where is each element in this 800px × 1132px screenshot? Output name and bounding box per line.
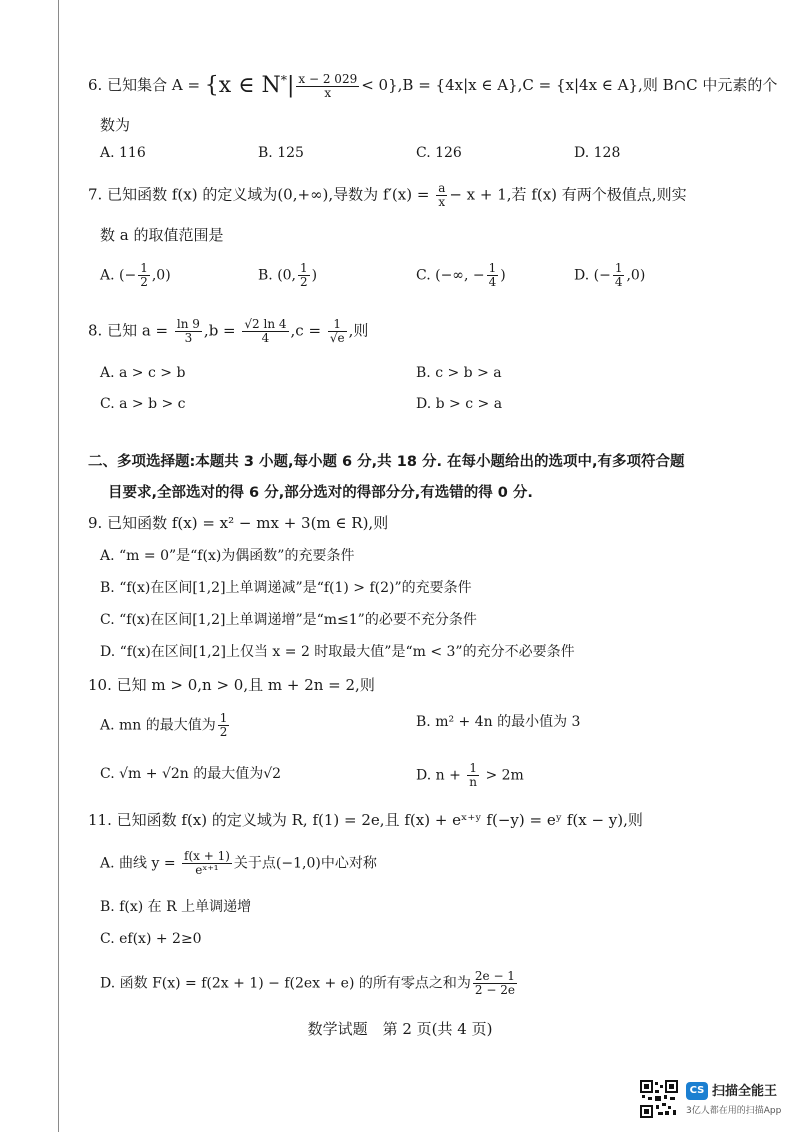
q9-option-c: C. “f(x)在区间[1,2]上单调递增”是“m≤1”的必要不充分条件 — [100, 612, 477, 628]
q6-fraction — [296, 73, 359, 100]
q8-option-c: C. a > b > c — [100, 396, 186, 412]
q11-stem: 11. 已知函数 f(x) 的定义域为 R, f(1) = 2e,且 f(x) + eˣ⁺ʸ f(−y) = eʸ f(x − y),则 — [88, 811, 643, 829]
camscanner-tagline: 3亿人都在用的扫描App — [686, 1106, 782, 1116]
q9-option-a: A. “m = 0”是“f(x)为偶函数”的充要条件 — [100, 548, 355, 564]
q6-option-a: A. 116 — [100, 145, 146, 161]
camscanner-logo-icon: CS — [686, 1082, 708, 1100]
q7-text-a: 7. 已知函数 f(x) 的定义域为(0,+∞),导数为 f′(x) = — [88, 185, 435, 204]
q8-c-fraction: $\frac{1}{√e}$ — [329, 317, 345, 345]
binding-margin-line — [58, 0, 59, 1132]
q7-frac-den: x — [438, 195, 446, 209]
camscanner-name: 扫描全能王 — [712, 1084, 778, 1099]
q7-option-a: A. (− $\frac{1}{2}$ ,0) — [100, 261, 171, 289]
q9-stem: 9. 已知函数 f(x) = x² − mx + 3(m ∈ R),则 — [88, 514, 389, 532]
q11-option-a: A. 曲线 y = $\frac{f(x + 1)}{\text{eˣ⁺¹}}$ 关于点(−1,0)中心对称 — [100, 849, 377, 877]
q7-frac-num: a — [438, 181, 446, 195]
q6-frac-den: x — [324, 85, 332, 100]
q8-option-d: D. b > c > a — [416, 396, 503, 412]
q7-d-fraction: $\frac{1}{4}$ — [614, 261, 623, 289]
q10-a-fraction: $\frac{1}{2}$ — [219, 711, 228, 739]
section2-heading-line1: 二、多项选择题:本题共 3 小题,每小题 6 分,共 18 分. 在每小题给出的选项中,有多项符合题 — [88, 454, 685, 470]
q10-option-c: C. √m + √2n 的最大值为√2 — [100, 766, 282, 782]
q11-d-fraction: $\frac{2e - 1}{2 - 2e}$ — [474, 969, 515, 997]
q7-b-fraction: $\frac{1}{2}$ — [300, 261, 308, 289]
q6-bar: | — [286, 73, 295, 98]
q10-option-d: D. n + $\frac{1}{n}$ > 2m — [416, 761, 524, 789]
q6-set-close: < 0} — [361, 76, 398, 94]
q11-option-c: C. ef(x) + 2≥0 — [100, 931, 202, 947]
q8-option-b: B. c > b > a — [416, 365, 502, 381]
q7-text-b: − x + 1,若 f(x) 有两个极值点,则实 — [449, 185, 687, 204]
q7-option-d: D. (− $\frac{1}{4}$ ,0) — [574, 261, 646, 289]
q7-c-fraction: $\frac{1}{4}$ — [488, 261, 497, 289]
q6-text: 6. 已知集合 A = — [88, 76, 205, 94]
q6-text-b: ,B = {4x|x ∈ A},C = {x|4x ∈ A},则 B∩C 中元素的个 — [397, 76, 778, 94]
q7-option-b: B. (0, $\frac{1}{2}$ ) — [258, 261, 318, 289]
q7-option-c: C. (−∞, − $\frac{1}{4}$ ) — [416, 261, 506, 289]
q7-fraction — [436, 182, 447, 209]
q11-option-b: B. f(x) 在 R 上单调递增 — [100, 899, 252, 915]
q7-stem-line1 — [88, 182, 687, 209]
q8-stem: 8. 已知 a = $\frac{\ln 9}{3}$ ,b = $\frac{√2 \ln 4}{4}$ ,c = $\frac{1}{√e}$ ,则 — [88, 317, 369, 345]
qr-code-icon — [640, 1080, 678, 1118]
section2-heading-line2: 目要求,全部选对的得 6 分,部分选对的得部分分,有选错的得 0 分. — [108, 485, 533, 501]
q6-stem-line1 — [88, 70, 777, 100]
q11-option-d: D. 函数 F(x) = f(2x + 1) − f(2ex + e) 的所有零点之和为 $\frac{2e - 1}{2 - 2e}$ — [100, 969, 515, 997]
q10-option-a: A. mn 的最大值为 $\frac{1}{2}$ — [100, 711, 228, 739]
q10-option-b: B. m² + 4n 的最小值为 3 — [416, 714, 581, 730]
q6-stem-line2: 数为 — [100, 116, 131, 134]
q6-option-c: C. 126 — [416, 145, 462, 161]
q8-a-fraction: $\frac{\ln 9}{3}$ — [176, 317, 200, 345]
q9-option-b: B. “f(x)在区间[1,2]上单调递减”是“f(1) > f(2)”的充要条件 — [100, 580, 472, 596]
q10-stem: 10. 已知 m > 0,n > 0,且 m + 2n = 2,则 — [88, 676, 375, 694]
page-footer: 数学试题 第 2 页(共 4 页) — [307, 1020, 493, 1038]
q8-b-fraction: $\frac{√2 \ln 4}{4}$ — [244, 317, 287, 345]
q6-option-b: B. 125 — [258, 145, 304, 161]
q10-d-fraction: $\frac{1}{n}$ — [469, 761, 478, 789]
q6-set-open: {x ∈ N — [204, 73, 281, 98]
q6-option-d: D. 128 — [574, 145, 621, 161]
q8-option-a: A. a > c > b — [100, 365, 186, 381]
q9-option-d: D. “f(x)在区间[1,2]上仅当 x = 2 时取最大值”是“m < 3”的充分不必要条件 — [100, 644, 575, 660]
q6-star: * — [280, 72, 287, 87]
q7-stem-line2: 数 a 的取值范围是 — [100, 226, 224, 244]
q6-frac-num: x − 2 029 — [298, 71, 358, 86]
q11-a-fraction: $\frac{f(x + 1)}{\text{eˣ⁺¹}}$ — [184, 849, 230, 877]
q7-a-fraction: $\frac{1}{2}$ — [140, 261, 148, 289]
